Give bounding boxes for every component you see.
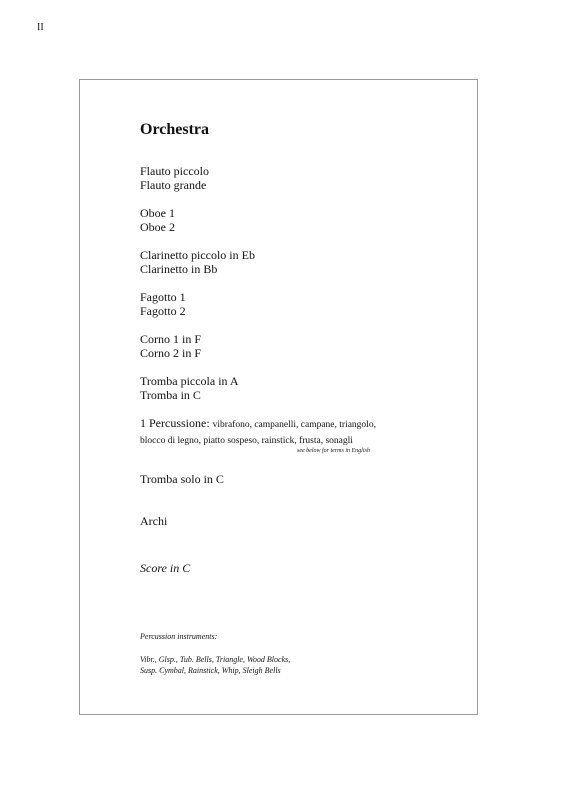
instrument-line: Corno 1 in F: [140, 332, 202, 346]
instrument-group-clarinets: [140, 248, 255, 276]
percussion-label: 1 Percussione:: [140, 416, 210, 430]
instrument-line: Clarinetto piccolo in Eb: [140, 248, 255, 262]
instrument-line: Clarinetto in Bb: [140, 262, 218, 276]
instrument-line: Tromba in C: [140, 388, 201, 402]
instrument-line: Fagotto 1: [140, 290, 186, 304]
instrument-line: Fagotto 2: [140, 304, 186, 318]
instrument-group-oboes: [140, 206, 175, 234]
instrument-line: Flauto grande: [140, 178, 207, 192]
page-frame: [79, 79, 478, 715]
percussion-english-note: see below for terms in English: [297, 448, 370, 454]
instrument-group-trumpets: [140, 374, 239, 402]
percussion-english-line: Vibr., Glsp., Tub. Bells, Triangle, Wood Blocks,: [140, 655, 291, 664]
percussion-list-line1: vibrafono, campanelli, campane, triangolo,: [212, 420, 376, 430]
percussion-english-line: Susp. Cymbal, Rainstick, Whip, Sleigh Bells: [140, 666, 281, 675]
instrument-line: Flauto piccolo: [140, 164, 209, 178]
page-number: II: [37, 22, 44, 33]
instrument-line: Oboe 2: [140, 220, 175, 234]
score-note: Score in C: [140, 561, 191, 575]
instrument-line: Oboe 1: [140, 206, 175, 220]
soloist-line: Tromba solo in C: [140, 472, 224, 486]
percussion-english-list: [140, 654, 290, 676]
percussion-english-heading: Percussion instruments:: [140, 632, 218, 641]
instrument-line: Tromba piccola in A: [140, 374, 239, 388]
strings-line: Archi: [140, 514, 168, 528]
page-title: Orchestra: [140, 121, 210, 138]
percussion-section: [140, 415, 376, 449]
instrument-group-horns: [140, 332, 201, 360]
instrument-line: Corno 2 in F: [140, 346, 202, 360]
percussion-list-line2: blocco di legno, piatto sospeso, rainstick, frusta, sonagli: [140, 436, 353, 446]
instrument-group-flutes: [140, 164, 209, 192]
instrument-group-bassoons: [140, 290, 186, 318]
